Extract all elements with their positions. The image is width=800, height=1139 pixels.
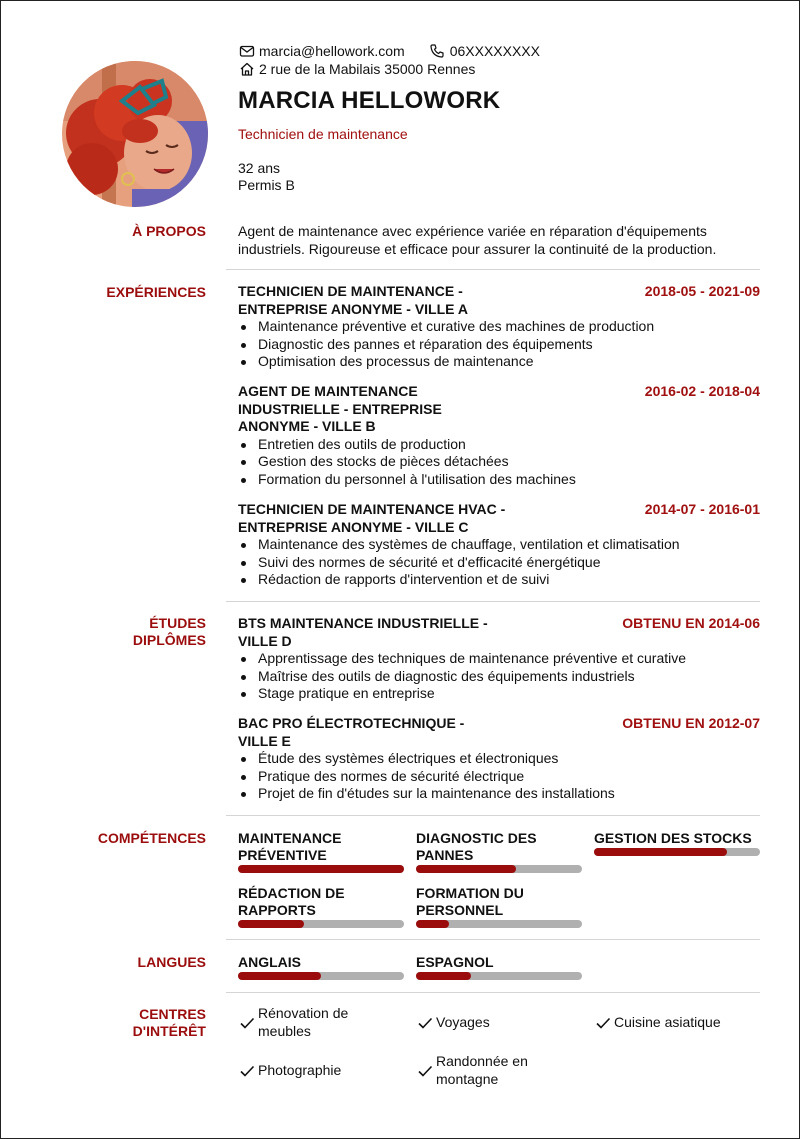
experience-dates: 2016-02 - 2018-04 [644,383,760,399]
experience-title: AGENT DE MAINTENANCE INDUSTRIELLE - ENTREPRISE ANONYME - VILLE B [238,383,442,434]
list-item: Stage pratique en entreprise [238,685,760,703]
list-item: Étude des systèmes électriques et électroniques [238,750,760,768]
list-item: Formation du personnel à l'utilisation des machines [238,471,760,489]
hobby-label: Randonnée en montagne [436,1053,528,1087]
skills-label: COMPÉTENCES [97,830,206,846]
skill-bar [238,865,404,873]
check-icon [416,1014,433,1031]
email-text[interactable]: marcia@hellowork.com [259,43,405,59]
skill-bar-fill [594,848,727,856]
skill-item [416,830,582,873]
check-icon [594,1014,611,1031]
language-name: ANGLAIS [238,954,301,970]
education-bullets [238,650,760,703]
experience-title: TECHNICIEN DE MAINTENANCE HVAC - ENTREPRISE ANONYME - VILLE C [238,501,506,535]
list-item: Maîtrise des outils de diagnostic des équipements industriels [238,668,760,686]
language-bar-fill [238,972,321,980]
divider [226,601,760,602]
list-item: Diagnostic des pannes et réparation des équipements [238,336,760,354]
hobby-label: Photographie [258,1062,342,1078]
skill-bar-fill [238,865,404,873]
hobbies-label-line: CENTRES [139,1006,206,1022]
skill-name: FORMATION DU PERSONNEL [416,885,524,918]
list-item: Optimisation des processus de maintenance [238,353,760,371]
home-icon [238,61,255,78]
about-text: Agent de maintenance avec expérience variée en réparation d'équipements industriels. Rigoureuse et efficace pour assurer la continuité de la production. [238,223,717,257]
language-item [238,954,404,980]
hobbies-label [61,1006,206,1040]
language-bar-fill [416,972,471,980]
education-bullets [238,750,760,803]
experience-dates: 2014-07 - 2016-01 [644,501,760,517]
skill-bar-fill [416,920,449,928]
list-item: Maintenance des systèmes de chauffage, ventilation et climatisation [238,536,760,554]
language-item [416,954,582,980]
list-item: Maintenance préventive et curative des machines de production [238,318,760,336]
skill-item [238,885,404,928]
hobbies-label-line: D'INTÉRÊT [132,1023,206,1039]
language-name: ESPAGNOL [416,954,494,970]
hobby-label: Rénovation de meubles [258,1005,349,1039]
list-item: Gestion des stocks de pièces détachées [238,453,760,471]
experience-entry [238,283,760,371]
education-entry [238,615,760,703]
education-label-line: DIPLÔMES [132,632,206,648]
license-text: Permis B [238,177,295,193]
hobby-item [238,1062,341,1080]
skill-name: MAINTENANCE PRÉVENTIVE [238,830,342,863]
personal-info [238,160,295,194]
phone-text[interactable]: 06XXXXXXXX [449,43,540,59]
skill-bar [238,920,404,928]
hobby-item [238,1005,388,1040]
education-entry [238,715,760,803]
candidate-name: MARCIA HELLOWORK [238,87,501,114]
list-item: Entretien des outils de production [238,436,760,454]
check-icon [238,1062,255,1079]
experience-bullets [238,436,760,489]
skill-name: GESTION DES STOCKS [594,830,752,846]
divider [226,269,760,270]
phone-icon [429,43,446,60]
hobby-item [416,1014,490,1032]
address-text: 2 rue de la Mabilais 35000 Rennes [259,61,476,77]
education-dates: OBTENU EN 2012-07 [622,715,760,731]
education-dates: OBTENU EN 2014-06 [622,615,760,631]
experience-bullets [238,318,760,371]
mail-icon [238,43,255,60]
experience-title: TECHNICIEN DE MAINTENANCE - ENTREPRISE ANONYME - VILLE A [238,283,468,317]
skill-bar [594,848,760,856]
hobby-label: Voyages [436,1014,490,1030]
education-title: BTS MAINTENANCE INDUSTRIELLE - VILLE D [238,615,488,649]
hobby-item [416,1053,566,1088]
skill-name: DIAGNOSTIC DES PANNES [416,830,537,863]
education-label-line: ÉTUDES [149,615,206,631]
skill-item [238,830,404,873]
hobby-item [594,1014,721,1032]
list-item: Suivi des normes de sécurité et d'efficacité énergétique [238,554,760,572]
languages-label: LANGUES [137,954,206,970]
divider [226,815,760,816]
hobby-label: Cuisine asiatique [614,1014,721,1030]
contact-block [238,42,540,78]
skill-name: RÉDACTION DE RAPPORTS [238,885,345,918]
about-label: À PROPOS [132,223,206,239]
check-icon [238,1014,255,1031]
experience-dates: 2018-05 - 2021-09 [644,283,760,299]
skill-bar-fill [416,865,516,873]
job-title: Technicien de maintenance [238,126,408,142]
language-bar [416,972,582,980]
experiences-label: EXPÉRIENCES [106,284,206,300]
skill-bar-fill [238,920,304,928]
experience-entry [238,383,760,489]
skill-item [416,885,582,928]
education-title: BAC PRO ÉLECTROTECHNIQUE - VILLE E [238,715,465,749]
age-text: 32 ans [238,160,281,176]
check-icon [416,1062,433,1079]
divider [226,992,760,993]
list-item: Apprentissage des techniques de maintenance préventive et curative [238,650,760,668]
skill-item [594,830,760,856]
skill-bar [416,865,582,873]
skill-bar [416,920,582,928]
list-item: Projet de fin d'études sur la maintenance des installations [238,785,760,803]
experience-bullets [238,536,760,589]
education-label [61,615,206,649]
language-bar [238,972,404,980]
profile-photo [62,61,208,207]
list-item: Rédaction de rapports d'intervention et de suivi [238,571,760,589]
list-item: Pratique des normes de sécurité électrique [238,768,760,786]
experience-entry [238,501,760,589]
divider [226,939,760,940]
